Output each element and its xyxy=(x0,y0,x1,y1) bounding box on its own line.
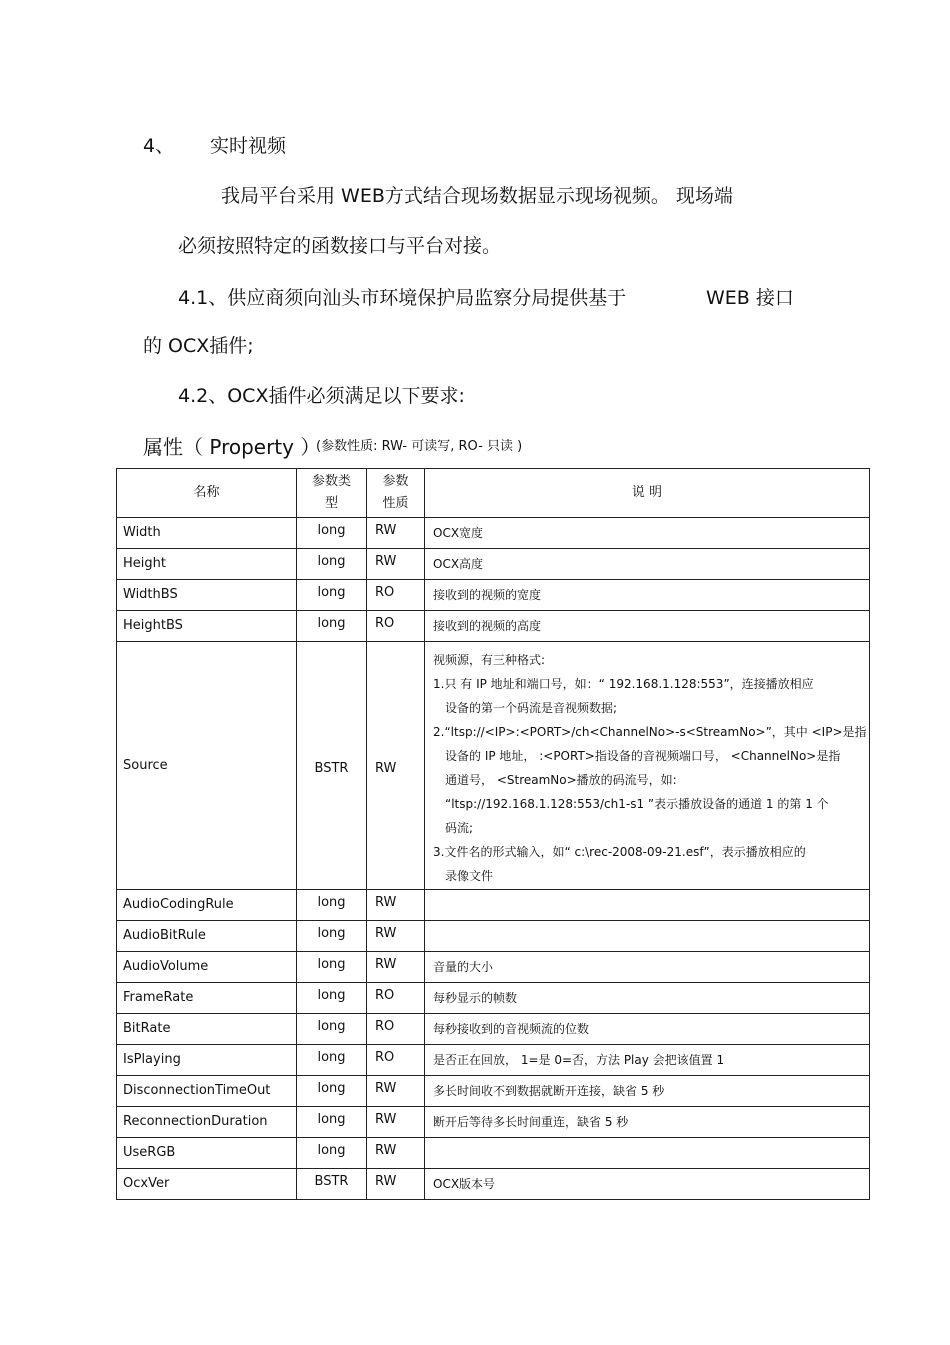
property-description: 音量的大小 xyxy=(425,952,870,983)
property-name: ReconnectionDuration xyxy=(117,1107,297,1138)
property-type: long xyxy=(297,1138,367,1169)
clause-4-1-line2: 的 OCX插件; xyxy=(143,335,254,357)
property-description: 每秒显示的帧数 xyxy=(425,983,870,1014)
table-row xyxy=(117,518,870,549)
property-description xyxy=(425,921,870,952)
property-name: IsPlaying xyxy=(117,1045,297,1076)
property-type: long xyxy=(297,921,367,952)
property-name: OcxVer xyxy=(117,1169,297,1200)
section-number: 4、 xyxy=(143,135,175,157)
property-description xyxy=(425,890,870,921)
header-type xyxy=(297,469,367,518)
source-description-line: 2.“ltsp://<IP>:<PORT>/ch<ChannelNo>-s<StreamNo>”，其中 <IP>是指 xyxy=(433,725,867,739)
property-type: long xyxy=(297,983,367,1014)
property-mode: RO xyxy=(367,580,425,611)
table-row-source xyxy=(117,642,870,890)
intro-paragraph-line2: 必须按照特定的函数接口与平台对接。 xyxy=(178,235,502,257)
property-description: 接收到的视频的高度 xyxy=(425,611,870,642)
source-description-box xyxy=(433,648,867,888)
property-type: long xyxy=(297,1014,367,1045)
property-mode: RW xyxy=(367,952,425,983)
source-description-line: 设备的第一个码流是音视频数据; xyxy=(445,701,618,715)
property-note: (参数性质: RW- 可读写, RO- 只读 ) xyxy=(316,439,523,454)
header-type-line1: 参数类 xyxy=(311,474,351,489)
table-row xyxy=(117,611,870,642)
source-description-line: 码流; xyxy=(445,821,474,835)
table-row xyxy=(117,1045,870,1076)
property-type: long xyxy=(297,1045,367,1076)
property-mode: RW xyxy=(367,1107,425,1138)
property-name: HeightBS xyxy=(117,611,297,642)
property-mode: RO xyxy=(367,1014,425,1045)
property-description xyxy=(425,1138,870,1169)
header-mode xyxy=(367,469,425,518)
clause-4-1-line1-tail: WEB 接口 xyxy=(706,287,794,309)
source-description-line: 视频源，有三种格式: xyxy=(433,653,546,667)
property-name: FrameRate xyxy=(117,983,297,1014)
property-mode: RW xyxy=(367,549,425,580)
property-mode: RW xyxy=(367,1138,425,1169)
property-description: 接收到的视频的宽度 xyxy=(425,580,870,611)
source-description-line: 设备的 IP 地址， :<PORT>指设备的音视频端口号， <ChannelNo>是指 xyxy=(445,749,841,763)
property-name: DisconnectionTimeOut xyxy=(117,1076,297,1107)
header-description: 说 明 xyxy=(425,469,870,518)
intro-paragraph-line1: 我局平台采用 WEB方式结合现场数据显示现场视频。 现场端 xyxy=(221,185,733,207)
property-description: OCX宽度 xyxy=(425,518,870,549)
source-description-line: 录像文件 xyxy=(445,869,494,883)
property-mode: RO xyxy=(367,611,425,642)
source-description-line: 3.文件名的形式输入，如“ c:\rec-2008-09-21.esf”，表示播放相应的 xyxy=(433,845,806,859)
property-name: UseRGB xyxy=(117,1138,297,1169)
property-description: OCX版本号 xyxy=(425,1169,870,1200)
property-mode: RW xyxy=(367,1076,425,1107)
property-mode: RW xyxy=(367,921,425,952)
property-mode: RW xyxy=(367,642,425,890)
header-mode-line2: 性质 xyxy=(382,496,409,511)
table-row xyxy=(117,549,870,580)
property-name: Height xyxy=(117,549,297,580)
table-row xyxy=(117,1014,870,1045)
property-type: long xyxy=(297,549,367,580)
property-type: long xyxy=(297,1107,367,1138)
property-description: OCX高度 xyxy=(425,549,870,580)
property-description: 每秒接收到的音视频流的位数 xyxy=(425,1014,870,1045)
header-mode-line1: 参数 xyxy=(382,474,409,489)
source-description-line: “ltsp://192.168.1.128:553/ch1-s1 ”表示播放设备的通道 1 的第 1 个 xyxy=(445,797,829,811)
table-row xyxy=(117,1138,870,1169)
property-heading: 属性（ Property ） xyxy=(143,435,321,459)
table-row xyxy=(117,890,870,921)
property-mode: RO xyxy=(367,1045,425,1076)
property-mode: RO xyxy=(367,983,425,1014)
property-name: WidthBS xyxy=(117,580,297,611)
property-type: BSTR xyxy=(297,1169,367,1200)
property-mode: RW xyxy=(367,518,425,549)
table-row xyxy=(117,921,870,952)
property-name: Width xyxy=(117,518,297,549)
source-description-line: 1.只 有 IP 地址和端口号，如：“ 192.168.1.128:553”，连接播放相应 xyxy=(433,677,814,691)
property-description: 断开后等待多长时间重连，缺省 5 秒 xyxy=(425,1107,870,1138)
property-type: long xyxy=(297,611,367,642)
source-description-line: 通道号， <StreamNo>播放的码流号，如: xyxy=(445,773,677,787)
property-mode: RW xyxy=(367,890,425,921)
property-table xyxy=(116,468,870,1200)
property-name: AudioBitRule xyxy=(117,921,297,952)
header-name: 名称 xyxy=(117,469,297,518)
table-row xyxy=(117,1076,870,1107)
clause-4-2: 4.2、OCX插件必须满足以下要求: xyxy=(178,385,465,407)
property-name: Source xyxy=(117,642,297,890)
property-type: long xyxy=(297,1076,367,1107)
property-description xyxy=(425,642,870,890)
table-row xyxy=(117,952,870,983)
header-type-line2: 型 xyxy=(324,496,338,511)
table-row xyxy=(117,983,870,1014)
property-type: long xyxy=(297,890,367,921)
property-description: 多长时间收不到数据就断开连接，缺省 5 秒 xyxy=(425,1076,870,1107)
section-title: 实时视频 xyxy=(210,135,287,157)
table-row xyxy=(117,580,870,611)
property-name: AudioCodingRule xyxy=(117,890,297,921)
property-type: long xyxy=(297,518,367,549)
property-description: 是否正在回放， 1=是 0=否，方法 Play 会把该值置 1 xyxy=(425,1045,870,1076)
property-type: BSTR xyxy=(297,642,367,890)
table-row xyxy=(117,1169,870,1200)
property-name: AudioVolume xyxy=(117,952,297,983)
clause-4-1-line1: 4.1、供应商须向汕头市环境保护局监察分局提供基于 xyxy=(178,287,627,309)
property-type: long xyxy=(297,580,367,611)
table-row xyxy=(117,1107,870,1138)
property-mode: RW xyxy=(367,1169,425,1200)
property-type: long xyxy=(297,952,367,983)
table-header-row xyxy=(117,469,870,518)
property-name: BitRate xyxy=(117,1014,297,1045)
